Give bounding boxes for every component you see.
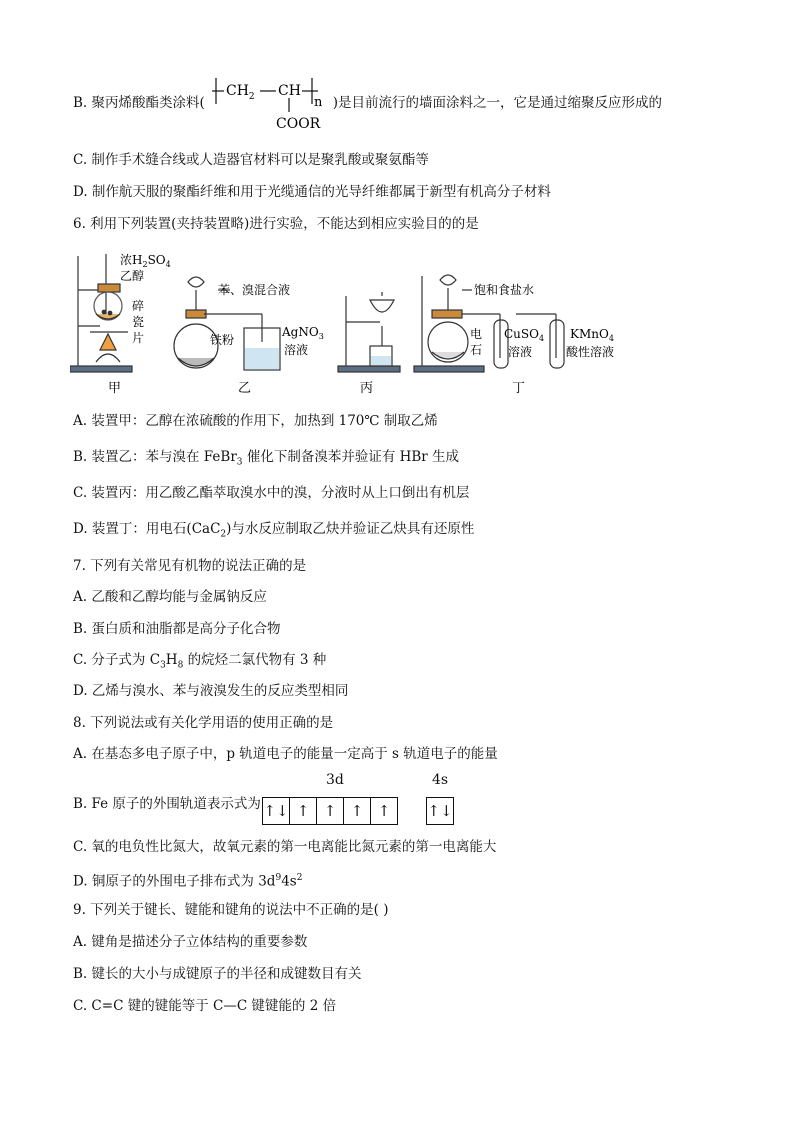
option-7c-sub1: 3: [160, 660, 166, 671]
yi-solution-label: 溶液: [284, 343, 309, 357]
option-5d: D. 制作航天服的聚酯纤维和用于光缆通信的光导纤维都属于新型有机高分子材料: [73, 184, 551, 200]
option-5b-pre: B. 聚丙烯酸酯类涂料(: [73, 95, 205, 111]
question-6: 6. 利用下列装置(夹持装置略)进行实验，不能达到相应实验目的的是: [73, 216, 479, 232]
bing-label: 丙: [360, 381, 374, 396]
polymer-coor: COOR: [276, 116, 321, 132]
option-5b: [73, 94, 662, 112]
ding-acid-label: 酸性溶液: [566, 345, 615, 359]
jia-label: 甲: [108, 381, 122, 396]
option-7c-mid: H: [165, 652, 178, 668]
orbital-label-4s: 4s: [432, 772, 449, 788]
option-7d: D. 乙烯与溴水、苯与液溴发生的反应类型相同: [73, 683, 349, 699]
option-8d-pre: D. 铜原子的外围电子排布式为 3d: [73, 873, 276, 890]
option-6d-post: )与水反应制取乙炔并验证乙炔具有还原性: [226, 521, 475, 537]
option-7c: [73, 651, 326, 675]
option-9b: B. 键长的大小与成键原子的半径和成键数目有关: [73, 966, 362, 982]
ding-solution-label: 溶液: [508, 345, 533, 359]
polymer-ch2: $CH_2$: [226, 83, 255, 102]
option-6b-post: 催化下制备溴苯并验证有 HBr 生成: [242, 449, 460, 465]
ding-brine-label: 饱和食盐水: [474, 283, 535, 297]
orbital-3d-box-5: ↑: [370, 797, 398, 825]
ding-carbide-2: 石: [470, 343, 483, 357]
ding-label: 丁: [512, 381, 526, 396]
yi-iron-label: 铁粉: [210, 333, 235, 347]
orbital-3d-box-3: ↑: [316, 797, 344, 825]
question-8: 8. 下列说法或有关化学用语的使用正确的是: [73, 715, 334, 731]
option-5b-post: )是目前流行的墙面涂料之一，它是通过缩聚反应形成的: [332, 95, 663, 111]
jia-chip-1: 碎: [132, 299, 145, 313]
option-7c-sub2: 8: [177, 660, 184, 671]
option-8b: B. Fe 原子的外围轨道表示式为: [73, 796, 261, 812]
orbital-3d-box-2: ↑: [289, 797, 317, 825]
jia-chip-2: 瓷: [132, 315, 145, 329]
jia-reagent-h2so4: 浓$H_2SO_4$: [120, 253, 171, 269]
option-8c: C. 氧的电负性比氮大，故氧元素的第一电离能比氮元素的第一电离能大: [73, 839, 497, 855]
option-9a: A. 键角是描述分子立体结构的重要参数: [73, 934, 308, 950]
option-6d-sub: 2: [220, 529, 227, 540]
ding-cuso4-label: CuSO$_4$: [504, 327, 545, 343]
option-8d-mid: 4s: [281, 873, 297, 890]
orbital-4s-box: ↑↓: [426, 797, 454, 825]
ding-carbide-1: 电: [470, 327, 483, 341]
option-6b-sub: 3: [236, 457, 243, 468]
option-6b-pre: B. 装置乙：苯与溴在 FeBr: [73, 449, 237, 465]
jia-chip-3: 片: [132, 331, 145, 345]
polymer-ch: CH: [278, 83, 301, 99]
apparatus-diagrams: [70, 250, 670, 400]
polymer-n: n: [314, 95, 323, 110]
question-9: 9. 下列关于键长、键能和键角的说法中不正确的是( ): [73, 902, 389, 918]
option-8a: A. 在基态多电子原子中，p 轨道电子的能量一定高于 s 轨道电子的能量: [73, 746, 498, 762]
option-8d-sup1: 9: [275, 873, 282, 883]
orbital-label-3d: 3d: [326, 772, 344, 788]
yi-agno3-label: AgNO$_3$: [282, 325, 324, 341]
option-7a: A. 乙酸和乙醇均能与金属钠反应: [73, 589, 267, 605]
option-5c: C. 制作手术缝合线或人造器官材料可以是聚乳酸或聚氨酯等: [73, 152, 429, 168]
polymer-structure: [210, 74, 340, 138]
question-7: 7. 下列有关常见有机物的说法正确的是: [73, 558, 307, 574]
option-7b: B. 蛋白质和油脂都是高分子化合物: [73, 621, 281, 637]
ding-kmno4-label: KMnO$_4$: [570, 327, 614, 343]
orbital-3d-box-4: ↑: [343, 797, 371, 825]
option-6d: [73, 520, 474, 544]
option-7c-pre: C. 分子式为 C: [73, 652, 161, 668]
option-6b: [73, 448, 459, 472]
yi-label: 乙: [238, 381, 252, 396]
option-6d-pre: D. 装置丁：用电石(CaC: [73, 521, 221, 537]
option-7c-post: 的烷烃二氯代物有 3 种: [183, 652, 327, 668]
jia-reagent-ethanol: 乙醇: [120, 269, 145, 283]
orbital-3d-box-1: ↑↓: [262, 797, 290, 825]
option-9c: C. C=C 键的键能等于 C—C 键键能的 2 倍: [73, 998, 337, 1014]
option-8d: [73, 869, 302, 891]
option-6a: A. 装置甲：乙醇在浓硫酸的作用下，加热到 170℃ 制取乙烯: [73, 413, 438, 429]
option-8d-sup2: 2: [296, 873, 303, 883]
option-6c: C. 装置丙：用乙酸乙酯萃取溴水中的溴，分液时从上口倒出有机层: [73, 485, 470, 501]
yi-top-label: 苯、溴混合液: [218, 283, 291, 297]
apparatus-bing: [338, 292, 400, 372]
